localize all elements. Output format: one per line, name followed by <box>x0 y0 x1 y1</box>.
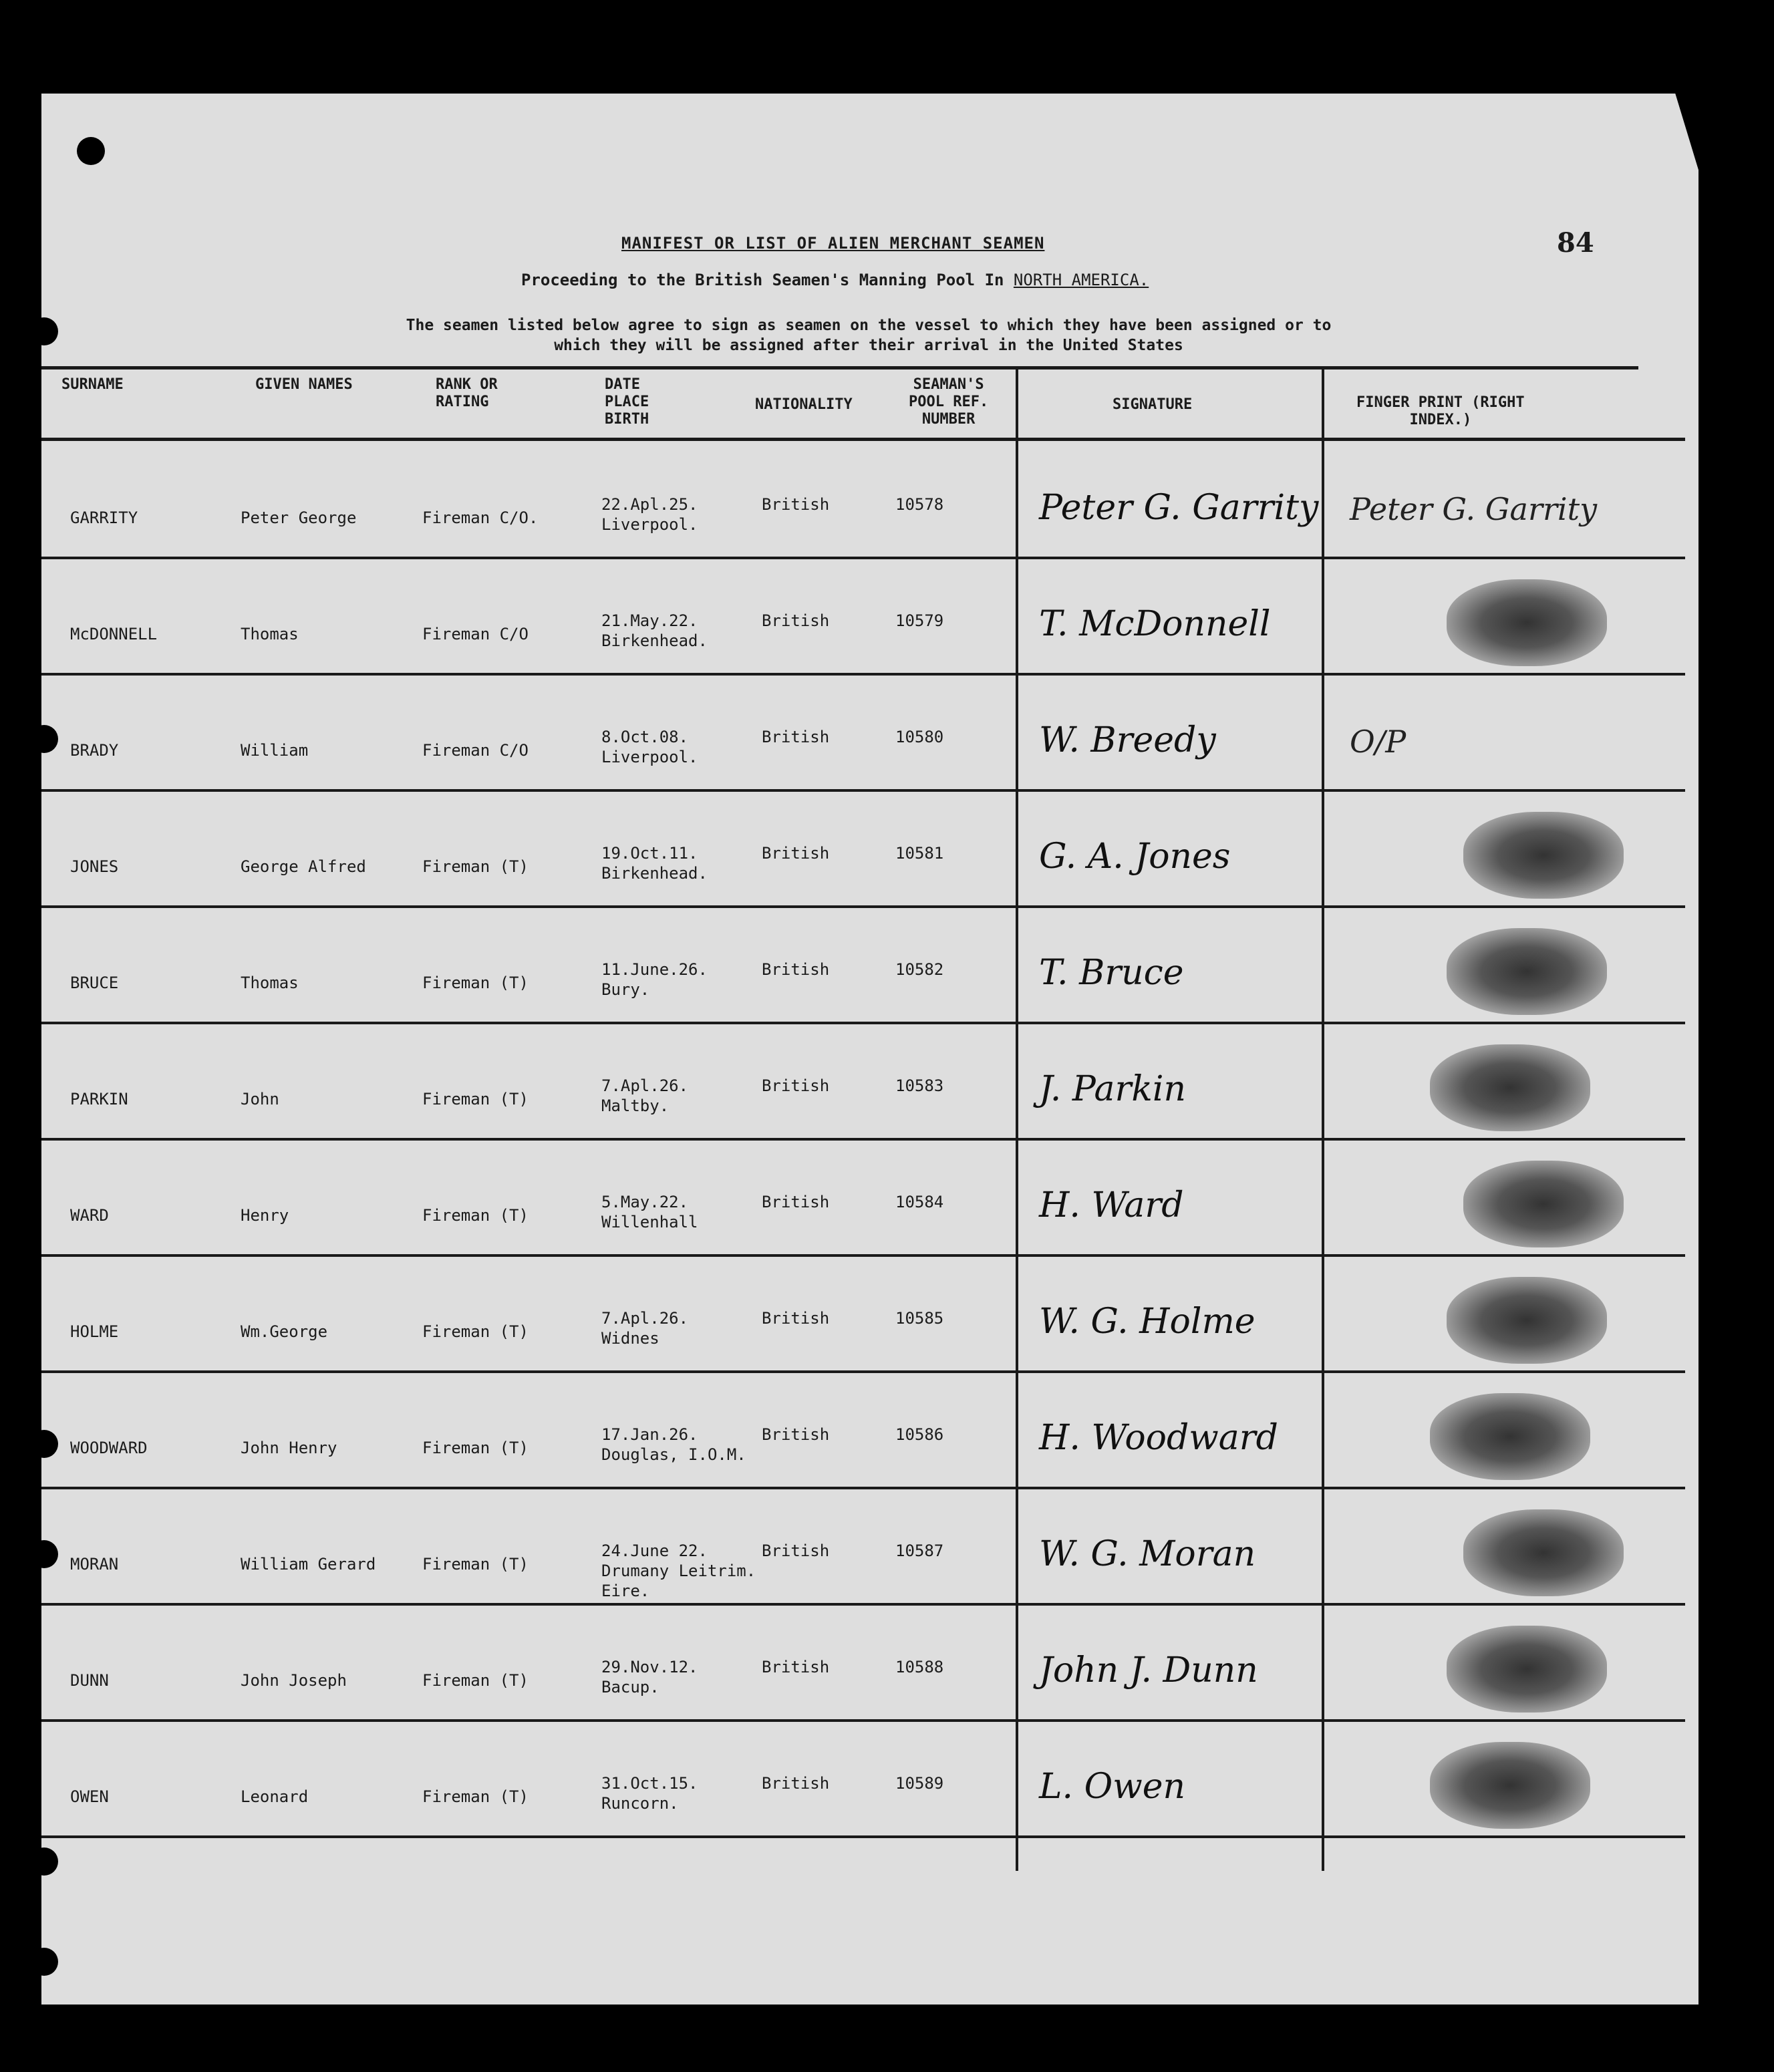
row-rank: Fireman C/O <box>422 625 529 643</box>
row-birth-place: Liverpool. <box>601 748 698 766</box>
row-pool-ref: 10579 <box>895 611 944 630</box>
punch-hole <box>77 137 105 165</box>
row-signature: H. Ward <box>1039 1185 1184 1225</box>
row-signature: T. McDonnell <box>1039 604 1271 644</box>
row-surname: MORAN <box>70 1555 119 1574</box>
row-rank: Fireman (T) <box>422 1322 529 1341</box>
row-birth-date: 24.June 22. <box>601 1541 708 1560</box>
col-rank: RANK OR RATING <box>436 376 498 410</box>
row-birth-place: Maltby. <box>601 1096 670 1115</box>
row-given-names: John Henry <box>241 1439 337 1457</box>
signature-column-divider <box>1016 367 1018 1871</box>
row-divider <box>41 1370 1685 1373</box>
row-divider <box>41 1487 1685 1489</box>
row-rank: Fireman (T) <box>422 1206 529 1225</box>
row-given-names: John <box>241 1090 279 1108</box>
table-bottom-rule <box>41 1835 1685 1838</box>
row-divider <box>41 1603 1685 1606</box>
row-surname: HOLME <box>70 1322 119 1341</box>
row-signature: John J. Dunn <box>1039 1650 1258 1690</box>
punch-hole <box>30 1847 58 1876</box>
row-birth-date: 22.Apl.25. <box>601 495 698 514</box>
row-surname: DUNN <box>70 1671 109 1690</box>
row-birth-place: Liverpool. <box>601 515 698 534</box>
row-rank: Fireman C/O <box>422 741 529 760</box>
row-rank: Fireman (T) <box>422 1787 529 1806</box>
row-birth-date: 29.Nov.12. <box>601 1658 698 1676</box>
row-rank: Fireman C/O. <box>422 508 539 527</box>
row-birth-place: Drumany Leitrim. Eire. <box>601 1562 756 1600</box>
row-pool-ref: 10586 <box>895 1425 944 1444</box>
row-birth-date: 7.Apl.26. <box>601 1076 689 1095</box>
page-subtitle <box>521 271 1149 289</box>
row-surname: BRADY <box>70 741 119 760</box>
page-number: 84 <box>1557 227 1594 259</box>
row-nationality: British <box>762 1309 830 1328</box>
row-signature: W. G. Holme <box>1039 1302 1255 1342</box>
row-surname: GARRITY <box>70 508 138 527</box>
row-signature: W. G. Moran <box>1039 1534 1256 1574</box>
row-pool-ref: 10584 <box>895 1193 944 1211</box>
row-given-names: William <box>241 741 309 760</box>
row-rank: Fireman (T) <box>422 1439 529 1457</box>
row-pool-ref: 10578 <box>895 495 944 514</box>
row-birth-place: Bury. <box>601 980 650 999</box>
punch-hole <box>30 725 58 753</box>
col-given-names: GIVEN NAMES <box>255 376 353 393</box>
row-surname: WARD <box>70 1206 109 1225</box>
row-rank: Fireman (T) <box>422 1090 529 1108</box>
row-pool-ref: 10583 <box>895 1076 944 1095</box>
row-surname: JONES <box>70 857 119 876</box>
row-divider <box>41 673 1685 676</box>
row-birth-date: 21.May.22. <box>601 611 698 630</box>
row-surname: McDONNELL <box>70 625 158 643</box>
header-bottom-rule <box>41 438 1685 441</box>
fingerprint-smudge <box>1447 579 1607 666</box>
row-birth-date: 8.Oct.08. <box>601 728 689 746</box>
col-date-place-birth: DATE PLACE BIRTH <box>605 376 649 428</box>
row-divider <box>41 557 1685 559</box>
punch-hole <box>30 1540 58 1568</box>
punch-hole <box>30 1430 58 1458</box>
row-nationality: British <box>762 1774 830 1793</box>
row-rank: Fireman (T) <box>422 974 529 992</box>
fingerprint-smudge <box>1430 1393 1590 1480</box>
fingerprint-smudge <box>1447 928 1607 1015</box>
row-given-names: Peter George <box>241 508 357 527</box>
col-pool-ref: SEAMAN'S POOL REF. NUMBER <box>909 376 989 428</box>
fingerprint-smudge <box>1463 1161 1624 1247</box>
row-divider <box>41 1138 1685 1141</box>
row-birth-date: 5.May.22. <box>601 1193 689 1211</box>
row-rank: Fireman (T) <box>422 1555 529 1574</box>
page-title: MANIFEST OR LIST OF ALIEN MERCHANT SEAMEN <box>621 234 1045 253</box>
row-nationality: British <box>762 1076 830 1095</box>
col-signature: SIGNATURE <box>1113 396 1193 413</box>
row-signature: L. Owen <box>1039 1767 1185 1807</box>
fingerprint-column-divider <box>1322 367 1324 1871</box>
row-birth-place: Birkenhead. <box>601 864 708 883</box>
row-nationality: British <box>762 611 830 630</box>
col-surname: SURNAME <box>61 376 124 393</box>
punch-hole <box>30 1948 58 1976</box>
row-nationality: British <box>762 960 830 979</box>
header-top-rule <box>41 366 1638 369</box>
row-birth-date: 19.Oct.11. <box>601 844 698 863</box>
row-nationality: British <box>762 728 830 746</box>
row-divider <box>41 905 1685 908</box>
row-given-names: Thomas <box>241 625 299 643</box>
row-pool-ref: 10585 <box>895 1309 944 1328</box>
row-given-names: Thomas <box>241 974 299 992</box>
row-birth-place: Birkenhead. <box>601 631 708 650</box>
row-rank: Fireman (T) <box>422 1671 529 1690</box>
row-birth-place: Widnes <box>601 1329 659 1348</box>
row-given-names: George Alfred <box>241 857 366 876</box>
row-birth-date: 7.Apl.26. <box>601 1309 689 1328</box>
punch-hole <box>30 317 58 345</box>
row-divider <box>41 1719 1685 1722</box>
row-signature: Peter G. Garrity <box>1039 488 1319 528</box>
row-surname: BRUCE <box>70 974 119 992</box>
row-pool-ref: 10582 <box>895 960 944 979</box>
row-signature: G. A. Jones <box>1039 837 1231 877</box>
row-nationality: British <box>762 495 830 514</box>
row-given-names: William Gerard <box>241 1555 376 1574</box>
row-signature: W. Breedy <box>1039 720 1216 760</box>
row-birth-date: 31.Oct.15. <box>601 1774 698 1793</box>
row-given-names: John Joseph <box>241 1671 347 1690</box>
row-pool-ref: 10588 <box>895 1658 944 1676</box>
row-birth-date: 17.Jan.26. <box>601 1425 698 1444</box>
fingerprint-smudge <box>1447 1626 1607 1713</box>
row-fingerprint-note: O/P <box>1350 724 1407 760</box>
row-pool-ref: 10581 <box>895 844 944 863</box>
fingerprint-smudge <box>1430 1044 1590 1131</box>
row-divider <box>41 1254 1685 1257</box>
row-birth-place: Runcorn. <box>601 1794 679 1813</box>
row-divider <box>41 789 1685 792</box>
row-surname: OWEN <box>70 1787 109 1806</box>
row-nationality: British <box>762 1658 830 1676</box>
fingerprint-smudge <box>1430 1742 1590 1829</box>
row-signature: T. Bruce <box>1039 953 1184 993</box>
row-pool-ref: 10580 <box>895 728 944 746</box>
row-given-names: Henry <box>241 1206 289 1225</box>
row-pool-ref: 10589 <box>895 1774 944 1793</box>
row-pool-ref: 10587 <box>895 1541 944 1560</box>
fingerprint-smudge <box>1447 1277 1607 1364</box>
fingerprint-smudge <box>1463 1509 1624 1596</box>
row-given-names: Leonard <box>241 1787 309 1806</box>
row-nationality: British <box>762 844 830 863</box>
row-signature: J. Parkin <box>1039 1069 1187 1109</box>
row-surname: PARKIN <box>70 1090 128 1108</box>
row-birth-date: 11.June.26. <box>601 960 708 979</box>
row-nationality: British <box>762 1541 830 1560</box>
row-surname: WOODWARD <box>70 1439 148 1457</box>
row-divider <box>41 1022 1685 1024</box>
subtitle-destination: NORTH AMERICA. <box>1013 271 1149 289</box>
row-nationality: British <box>762 1425 830 1444</box>
row-given-names: Wm.George <box>241 1322 328 1341</box>
row-fingerprint-note: Peter G. Garrity <box>1350 491 1598 527</box>
fingerprint-smudge <box>1463 812 1624 899</box>
agreement-note: The seamen listed below agree to sign as seamen on the vessel to which they have been assigned or to which they will be assigned after their arrival in the United States <box>406 317 1332 354</box>
row-signature: H. Woodward <box>1039 1418 1278 1458</box>
subtitle-prefix: Proceeding to the British Seamen's Manning Pool In <box>521 271 1004 289</box>
row-birth-place: Bacup. <box>601 1678 659 1696</box>
row-nationality: British <box>762 1193 830 1211</box>
col-fingerprint: FINGER PRINT (RIGHT INDEX.) <box>1356 394 1525 428</box>
row-birth-place: Douglas, I.O.M. <box>601 1445 746 1464</box>
row-rank: Fireman (T) <box>422 857 529 876</box>
col-nationality: NATIONALITY <box>755 396 853 413</box>
row-birth-place: Willenhall <box>601 1213 698 1231</box>
